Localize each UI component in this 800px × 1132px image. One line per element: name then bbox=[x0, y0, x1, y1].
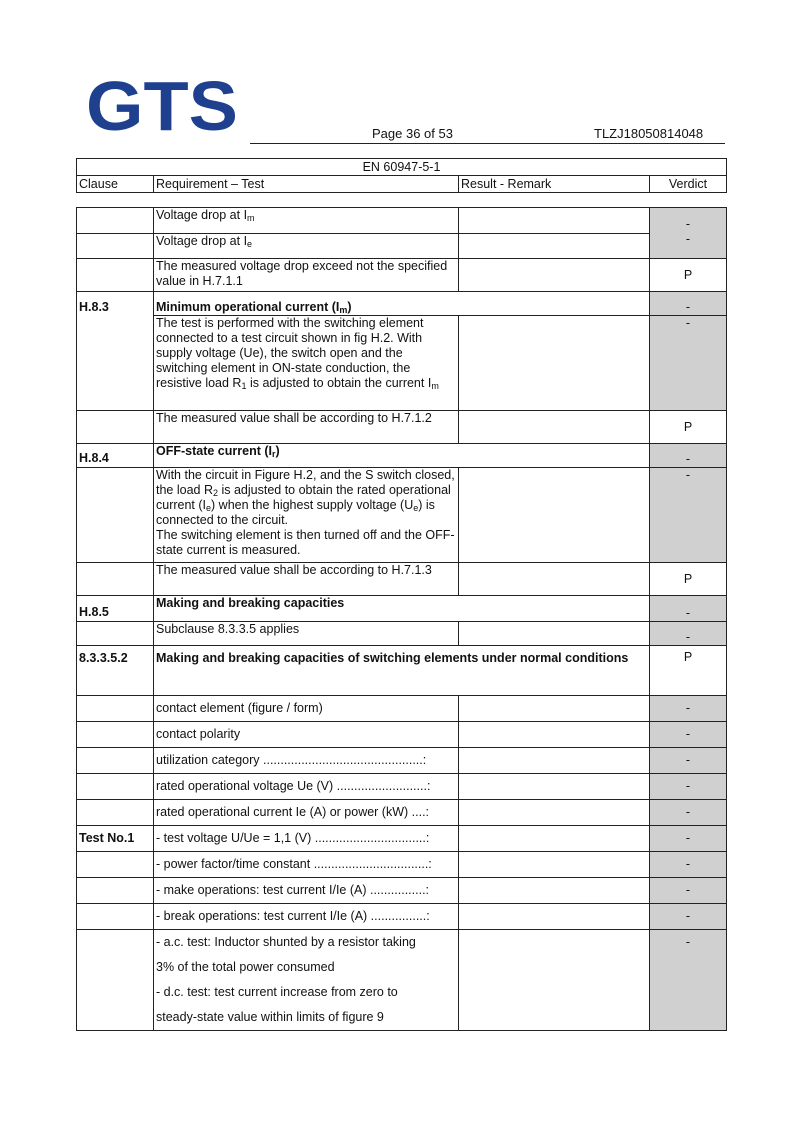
requirement-cell: - break operations: test current I/Ie (A) ................: bbox=[154, 904, 459, 930]
requirement-cell: Voltage drop at $I_m$ bbox=[154, 208, 459, 234]
table-row bbox=[77, 826, 727, 852]
verdict-cell: - bbox=[650, 316, 727, 411]
clause-cell: H.8.3 bbox=[77, 292, 154, 411]
result-cell bbox=[459, 259, 650, 292]
section-title: Making and breaking capacities of switching elements under normal conditions bbox=[154, 646, 650, 696]
table-row bbox=[77, 444, 727, 468]
verdict-cell: - bbox=[650, 722, 727, 748]
verdict-cell: P bbox=[650, 259, 727, 292]
requirement-cell: Subclause 8.3.3.5 applies bbox=[154, 622, 459, 646]
section-title: OFF-state current $(I_r)$ bbox=[154, 444, 650, 468]
result-cell bbox=[459, 930, 650, 1031]
table-row bbox=[77, 646, 727, 696]
requirement-cell: rated operational current Ie (A) or power (kW) ....: bbox=[154, 800, 459, 826]
verdict-cell: - - bbox=[650, 208, 727, 259]
verdict-cell: - bbox=[650, 596, 727, 622]
result-cell bbox=[459, 852, 650, 878]
requirement-cell: The test is performed with the switching element connected to a test circuit shown in fig H.2. With supply voltage (Ue), the switch open and the switching element in ON-state conduction, the resistive load $R_1$ is adjusted to obtain the current $I_m$ bbox=[154, 316, 459, 411]
verdict-cell: - bbox=[650, 878, 727, 904]
table-row bbox=[77, 774, 727, 800]
result-cell bbox=[459, 208, 650, 234]
table-row bbox=[77, 622, 727, 646]
verdict-cell: P bbox=[650, 646, 727, 696]
verdict-cell: - bbox=[650, 292, 727, 316]
table-row bbox=[77, 596, 727, 622]
table-row bbox=[77, 722, 727, 748]
table-row bbox=[77, 904, 727, 930]
section-title: Minimum operational current $(I_m)$ bbox=[154, 292, 650, 316]
gts-logo bbox=[86, 76, 238, 134]
verdict-cell: P bbox=[650, 563, 727, 596]
verdict-cell: - bbox=[650, 696, 727, 722]
table-row bbox=[77, 852, 727, 878]
table-row bbox=[77, 411, 727, 444]
requirement-cell: Voltage drop at $I_e$ bbox=[154, 234, 459, 259]
clause-header: Clause bbox=[77, 176, 154, 193]
section-title: Making and breaking capacities bbox=[154, 596, 650, 622]
test-results-table bbox=[76, 207, 727, 1031]
requirement-cell: The measured value shall be according to H.7.1.3 bbox=[154, 563, 459, 596]
table-row bbox=[77, 292, 727, 316]
result-cell bbox=[459, 800, 650, 826]
column-header-table bbox=[76, 158, 727, 193]
requirement-cell: - a.c. test: Inductor shunted by a resistor taking 3% of the total power consumed - d.c. test: test current increase from zero to steady-state value within limits of figure 9 bbox=[154, 930, 459, 1031]
page-number: Page 36 of 53 bbox=[372, 126, 453, 141]
verdict-cell: P bbox=[650, 411, 727, 444]
table-row bbox=[77, 316, 727, 411]
table-row bbox=[77, 930, 727, 1031]
result-cell bbox=[459, 468, 650, 563]
table-row bbox=[77, 696, 727, 722]
table-row bbox=[77, 748, 727, 774]
verdict-cell: - bbox=[650, 826, 727, 852]
verdict-cell: - bbox=[650, 748, 727, 774]
result-cell bbox=[459, 878, 650, 904]
requirement-cell: contact element (figure / form) bbox=[154, 696, 459, 722]
result-cell bbox=[459, 696, 650, 722]
table-row bbox=[77, 563, 727, 596]
clause-cell: 8.3.3.5.2 bbox=[77, 646, 154, 696]
clause-cell: H.8.5 bbox=[77, 596, 154, 622]
clause-cell: H.8.4 bbox=[77, 444, 154, 468]
result-cell bbox=[459, 904, 650, 930]
result-cell bbox=[459, 722, 650, 748]
requirement-cell: The measured value shall be according to H.7.1.2 bbox=[154, 411, 459, 444]
verdict-cell: - bbox=[650, 904, 727, 930]
table-row bbox=[77, 234, 727, 259]
result-cell bbox=[459, 826, 650, 852]
result-cell bbox=[459, 234, 650, 259]
result-cell bbox=[459, 411, 650, 444]
result-cell bbox=[459, 622, 650, 646]
svg-text:GTS: GTS bbox=[86, 76, 238, 134]
requirement-cell: contact polarity bbox=[154, 722, 459, 748]
verdict-cell: - bbox=[650, 800, 727, 826]
header-rule bbox=[250, 143, 725, 144]
verdict-cell: - bbox=[650, 468, 727, 563]
result-header: Result - Remark bbox=[459, 176, 650, 193]
verdict-cell: - bbox=[650, 852, 727, 878]
requirement-cell: - power factor/time constant .................................: bbox=[154, 852, 459, 878]
verdict-cell: - bbox=[650, 930, 727, 1031]
result-cell bbox=[459, 774, 650, 800]
requirement-cell: - test voltage U/Ue = 1,1 (V) ................................: bbox=[154, 826, 459, 852]
result-cell bbox=[459, 748, 650, 774]
table-row bbox=[77, 208, 727, 234]
report-number: TLZJ18050814048 bbox=[594, 126, 704, 141]
clause-cell: Test No.1 bbox=[77, 826, 154, 852]
verdict-cell: - bbox=[650, 622, 727, 646]
requirement-cell: utilization category ..............................................: bbox=[154, 748, 459, 774]
verdict-header: Verdict bbox=[650, 176, 727, 193]
verdict-cell: - bbox=[650, 774, 727, 800]
requirement-cell: rated operational voltage Ue (V) ..........................: bbox=[154, 774, 459, 800]
requirement-header: Requirement – Test bbox=[154, 176, 459, 193]
result-cell bbox=[459, 563, 650, 596]
table-row bbox=[77, 878, 727, 904]
requirement-cell: - make operations: test current I/Ie (A) ................: bbox=[154, 878, 459, 904]
table-row bbox=[77, 259, 727, 292]
requirement-cell: The measured voltage drop exceed not the specified value in H.7.1.1 bbox=[154, 259, 459, 292]
requirement-cell: With the circuit in Figure H.2, and the S switch closed, the load $R_2$ is adjusted to obtain the rated operational current $(I_e)$ when the highest supply voltage $(U_e)$ is connected to the circuit. The switching element is then turned off and the OFF-state current is measured. bbox=[154, 468, 459, 563]
result-cell bbox=[459, 316, 650, 411]
verdict-cell: - bbox=[650, 444, 727, 468]
standard-title: EN 60947-5-1 bbox=[77, 159, 727, 176]
table-row bbox=[77, 800, 727, 826]
table-row bbox=[77, 468, 727, 563]
